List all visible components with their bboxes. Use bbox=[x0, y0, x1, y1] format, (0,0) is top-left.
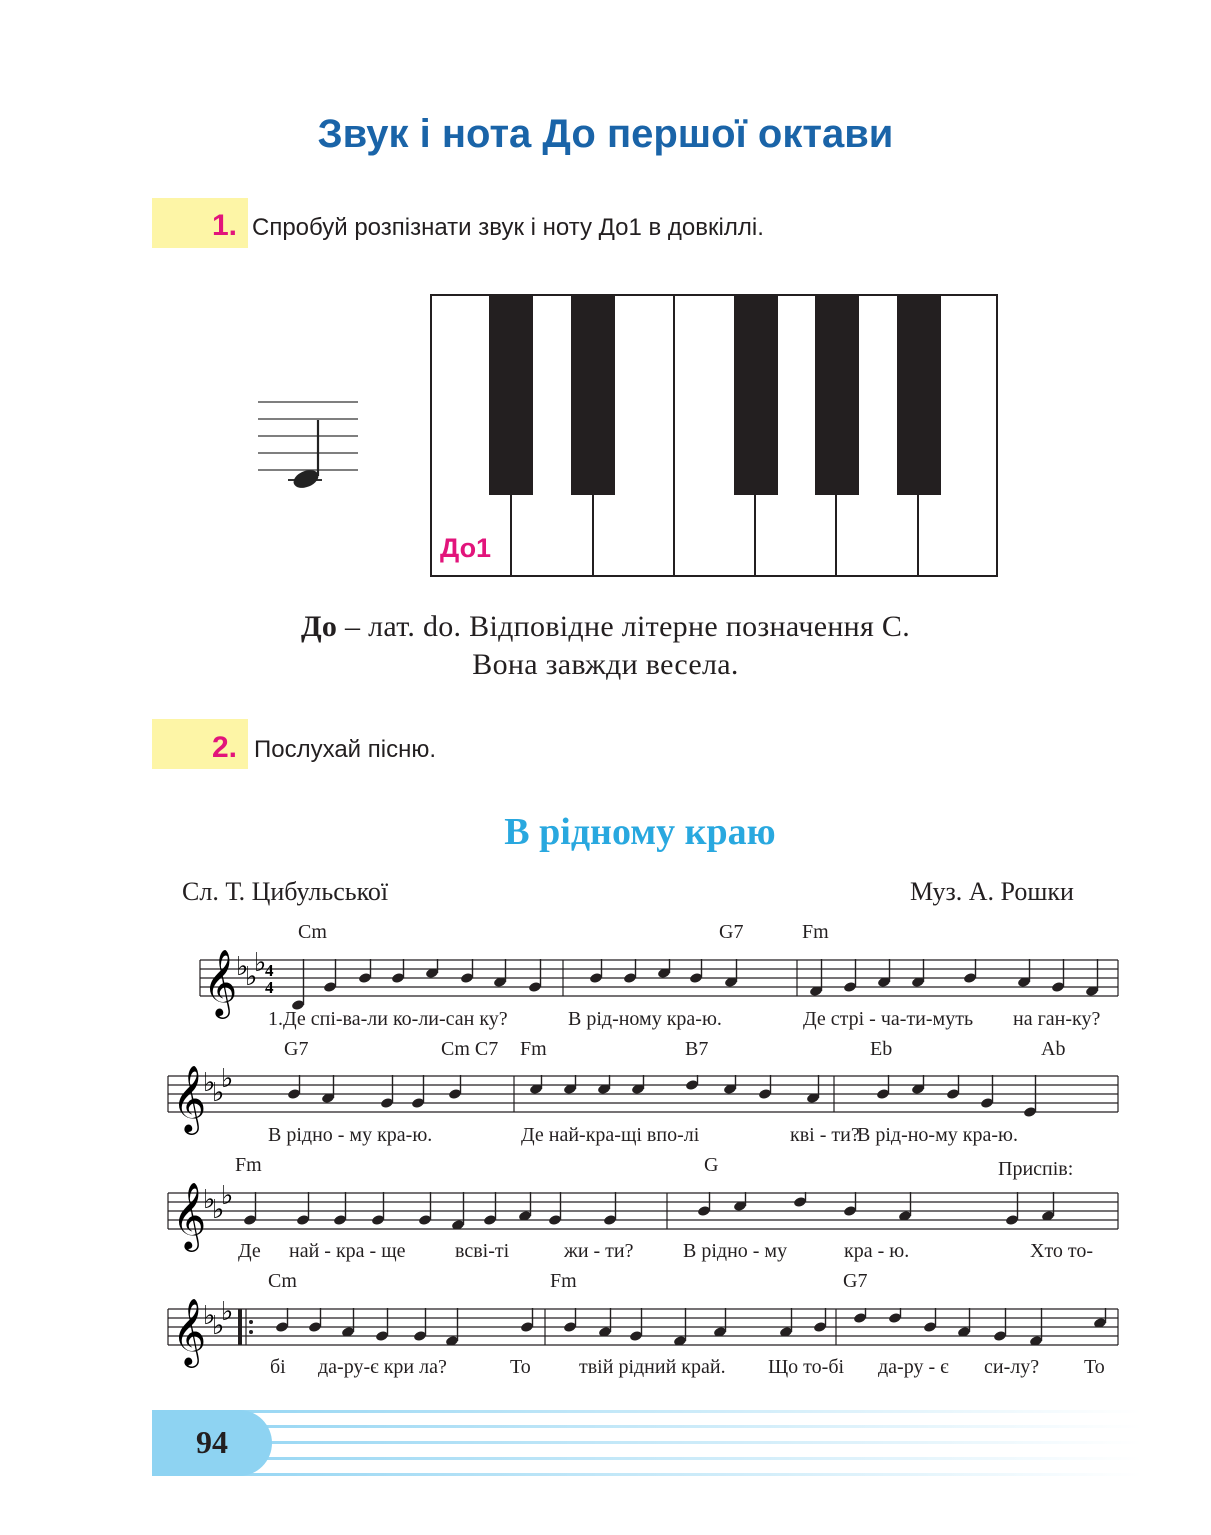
piano-keyboard bbox=[430, 294, 998, 578]
task-2-number: 2. bbox=[212, 731, 238, 764]
black-key-ds bbox=[571, 295, 615, 495]
lyric: жи - ти? bbox=[564, 1240, 634, 1262]
chord: Cm C7 bbox=[441, 1038, 499, 1060]
repeat-sign-icon bbox=[249, 1320, 253, 1324]
lyric: най - кра - ще bbox=[289, 1240, 406, 1262]
svg-text:♭: ♭ bbox=[245, 962, 258, 991]
lyric: бі bbox=[270, 1356, 286, 1378]
chord: Fm bbox=[235, 1154, 262, 1176]
sheet-music bbox=[0, 915, 1211, 1395]
lyric: 1.Де спі-ва-ли ко-ли-сан ку? bbox=[268, 1008, 508, 1030]
svg-text:♭: ♭ bbox=[203, 1068, 216, 1097]
svg-text:♭: ♭ bbox=[212, 1311, 225, 1340]
svg-text:♭: ♭ bbox=[212, 1078, 225, 1107]
lyric: В рідно - му кра-ю. bbox=[268, 1124, 433, 1146]
svg-text:𝄞: 𝄞 bbox=[172, 1299, 207, 1364]
definition-term: До bbox=[300, 610, 338, 643]
black-key-gs bbox=[815, 295, 859, 495]
lyric: да-ру - є bbox=[878, 1356, 949, 1378]
lyric: на ган-ку? bbox=[1013, 1008, 1101, 1030]
svg-text:♭: ♭ bbox=[221, 1181, 234, 1210]
black-key-fs bbox=[734, 295, 778, 495]
chord: Fm bbox=[550, 1270, 577, 1292]
lyric: Хто то- bbox=[1030, 1240, 1094, 1262]
chord: Eb bbox=[870, 1038, 893, 1060]
svg-text:♭: ♭ bbox=[221, 1064, 234, 1093]
lyric: Що то-бі bbox=[768, 1356, 845, 1378]
flat-icon: ♭ bbox=[236, 952, 249, 981]
lyric: То bbox=[510, 1356, 531, 1378]
song-title: В рідному краю bbox=[504, 811, 776, 853]
svg-text:♭: ♭ bbox=[203, 1185, 216, 1214]
black-key-cs bbox=[489, 295, 533, 495]
lyric: В рідно - му bbox=[683, 1240, 788, 1262]
chord: Ab bbox=[1041, 1038, 1066, 1060]
task-1-text: Спробуй розпізнати звук і ноту До1 в довкіллі. bbox=[252, 214, 764, 241]
lyric: твій рідний край. bbox=[579, 1356, 726, 1378]
definition-line-2: Вона завжди весела. bbox=[472, 648, 739, 681]
chord: G bbox=[704, 1154, 719, 1176]
definition-line-1 bbox=[0, 610, 1211, 644]
lyric: кра - ю. bbox=[844, 1240, 910, 1262]
treble-clef-icon: 𝄞 bbox=[203, 950, 238, 1015]
chorus-label: Приспів: bbox=[998, 1158, 1074, 1180]
chord: Fm bbox=[802, 921, 829, 943]
lyric: си-лу? bbox=[984, 1356, 1040, 1378]
svg-text:♭: ♭ bbox=[212, 1195, 225, 1224]
svg-text:𝄞: 𝄞 bbox=[172, 1183, 207, 1248]
task-1-number: 1. bbox=[212, 209, 238, 242]
lyric: кві - ти? bbox=[790, 1124, 860, 1146]
page-number: 94 bbox=[196, 1424, 228, 1460]
task-2-text: Послухай пісню. bbox=[254, 736, 437, 763]
black-key-as bbox=[897, 295, 941, 495]
lyric: Де bbox=[238, 1240, 261, 1262]
chord: Cm bbox=[298, 921, 327, 943]
lyric: То bbox=[1084, 1356, 1105, 1378]
time-signature: 4 bbox=[265, 961, 274, 980]
footer-lines bbox=[152, 1410, 1142, 1480]
chord: Fm bbox=[520, 1038, 547, 1060]
definition-text: – лат. do. Відповідне літерне позначення С. bbox=[337, 610, 911, 643]
lyric: да-ру-є кри ла? bbox=[318, 1356, 447, 1378]
lyrics-credit: Сл. Т. Цибульської bbox=[182, 877, 389, 906]
lyric: Де стрі - ча-ти-муть bbox=[803, 1008, 974, 1030]
svg-text:𝄞: 𝄞 bbox=[172, 1066, 207, 1131]
chord: B7 bbox=[685, 1038, 709, 1060]
chord: Cm bbox=[268, 1270, 297, 1292]
svg-text:♭: ♭ bbox=[221, 1297, 234, 1326]
music-credit: Муз. А. Рошки bbox=[910, 877, 1074, 906]
piano-key-label: До1 bbox=[440, 533, 492, 563]
chord: G7 bbox=[719, 921, 744, 943]
chord: G7 bbox=[284, 1038, 309, 1060]
lyric: всві-ті bbox=[455, 1240, 510, 1262]
svg-text:4: 4 bbox=[265, 978, 274, 997]
lyric: В рід-но-му кра-ю. bbox=[857, 1124, 1018, 1146]
lyric: В рід-ному кра-ю. bbox=[568, 1008, 722, 1030]
page-title: Звук і нота До першої октави bbox=[317, 112, 894, 156]
svg-text:♭: ♭ bbox=[203, 1301, 216, 1330]
svg-text:♭: ♭ bbox=[254, 948, 267, 977]
staff-note-c-icon bbox=[250, 390, 370, 500]
lyric: Де най-кра-щі впо-лі bbox=[521, 1124, 700, 1146]
chord: G7 bbox=[843, 1270, 868, 1292]
